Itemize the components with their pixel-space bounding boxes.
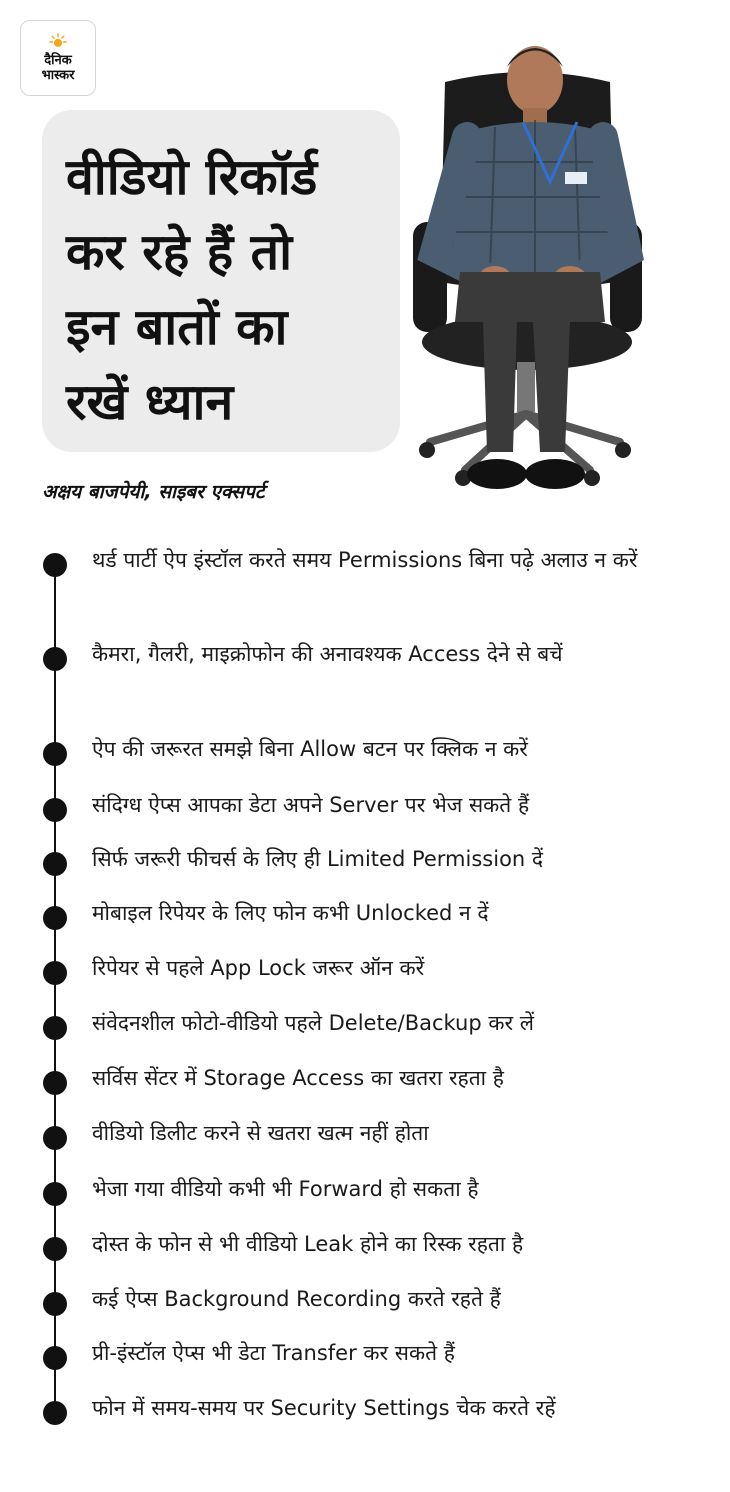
list-item-text: संदिग्ध ऐप्स आपका डेटा अपने Server पर भेज सकते हैं [92,793,530,817]
list-item-text: सिर्फ जरूरी फीचर्स के लिए ही Limited Permission दें [92,847,544,871]
bullet-dot [43,1182,67,1206]
list-item-text: मोबाइल रिपेयर के लिए फोन कभी Unlocked न दें [92,901,489,925]
bullet-dot [43,742,67,766]
bullet-dot [43,906,67,930]
list-item-text: वीडियो डिलीट करने से खतरा खत्म नहीं होता [92,1121,429,1145]
list-item-text: कई ऐप्स Background Recording करते रहते हैं [92,1287,501,1311]
bullet-dot [43,647,67,671]
bullet-dot [43,1346,67,1370]
bullet-dot [43,961,67,985]
list-item-text: सर्विस सेंटर में Storage Access का खतरा रहता है [92,1066,504,1090]
list-item-text: प्री-इंस्टॉल ऐप्स भी डेटा Transfer कर सकते हैं [92,1341,455,1365]
logo-line-1: दैनिक [44,53,72,68]
bullet-dot [43,1237,67,1261]
author-byline: अक्षय बाजपेयी, साइबर एक्सपर्ट [42,481,265,503]
list-item-text: दोस्त के फोन से भी वीडियो Leak होने का रिस्क रहता है [92,1232,524,1256]
sun-icon [49,33,67,51]
bullet-dot [43,798,67,822]
headline-line-1: वीडियो रिकॉर्ड [66,148,318,206]
headline-line-4: रखें ध्यान [66,373,234,431]
timeline-line [54,560,56,1410]
list-item-text: फोन में समय-समय पर Security Settings चेक करते रहें [92,1396,556,1420]
headline-card [42,110,400,452]
bullet-dot [43,1126,67,1150]
logo-line-2: भास्कर [41,68,75,83]
headline-line-2: कर रहे हैं तो [66,223,293,281]
brand-logo [20,20,96,96]
list-item-text: ऐप की जरूरत समझे बिना Allow बटन पर क्लिक न करें [92,737,528,761]
bullet-dot [43,1071,67,1095]
list-item-text: रिपेयर से पहले App Lock जरूर ऑन करें [92,956,425,980]
list-item-text: थर्ड पार्टी ऐप इंस्टॉल करते समय Permissions बिना पढ़े अलाउ न करें [92,548,638,572]
list-item-text: भेजा गया वीडियो कभी भी Forward हो सकता है [92,1177,479,1201]
expert-photo [405,22,650,502]
bullet-dot [43,1016,67,1040]
bullet-dot [43,1401,67,1425]
list-item-text: संवेदनशील फोटो-वीडियो पहले Delete/Backup कर लें [92,1011,534,1035]
list-item-text: कैमरा, गैलरी, माइक्रोफोन की अनावश्यक Access देने से बचें [92,642,563,666]
bullet-dot [43,1292,67,1316]
bullet-dot [43,553,67,577]
bullet-dot [43,852,67,876]
headline-line-3: इन बातों का [66,298,288,356]
